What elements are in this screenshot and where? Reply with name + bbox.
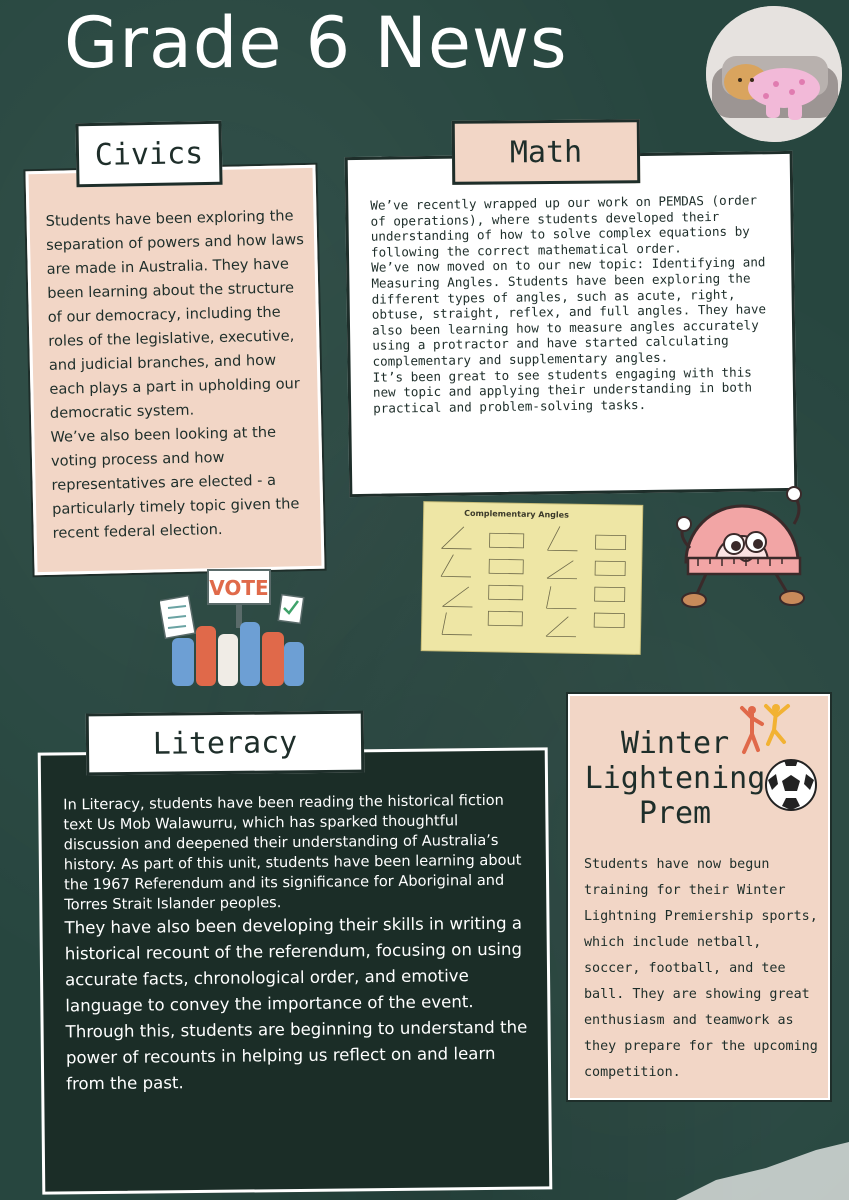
soccer-ball-icon [764, 758, 818, 812]
civics-heading: Civics [75, 121, 222, 188]
civics-paragraph: Students have been exploring the separation of powers and how laws are made in Australia. They have been learning about the structure of our democracy, including the roles of the legislative, executive, and judicial branches, and how each plays a part in upholding our democratic system. [45, 207, 305, 422]
winter-body: Students have now begun training for their Winter Lightning Premiership sports, which include netball, soccer, football, and tee ball. They are showing great enthusiasm and teamwork as they prepare for the upcoming competition. [584, 857, 818, 1080]
worksheet-photo [422, 502, 643, 654]
literacy-paragraph: They have also been developing their skills in writing a historical recount of the referendum, focusing on using accurate facts, chronological order, and emotive language to convey the importance of the event. Through this, students are beginning to understand the power of recounts in helping us reflect on and learn from the past. [64, 913, 528, 1094]
civics-body [45, 204, 315, 546]
math-heading: Math [452, 119, 641, 185]
math-paragraph: We’ve recently wrapped up our work on PEMDAS (order of operations), where students developed their understanding of how to solve complex equations by following the correct mathematical order. [370, 192, 758, 260]
math-card [345, 151, 798, 497]
page-title: Grade 6 News [64, 2, 568, 84]
literacy-card [38, 747, 553, 1194]
literacy-paragraph: In Literacy, students have been reading the historical fiction text Us Mob Walawurru, which has sparked thoughtful discussion and deepened their understanding of Australia’s history. As part of this unit, students have been learning about the 1967 Referendum and its significance for Aboriginal and Torres Strait Islander peoples. [63, 791, 522, 914]
vote-hands-illustration [160, 566, 310, 690]
protractor-character-icon [676, 484, 812, 614]
winter-heading-line: Lightening [584, 761, 766, 796]
winter-heading-line: Prem [638, 796, 712, 831]
civics-card [25, 165, 324, 575]
winter-card [568, 694, 830, 1100]
dog-photo [706, 6, 842, 142]
literacy-heading: Literacy [86, 711, 365, 776]
worksheet-title: Complementary Angles [464, 508, 569, 520]
vote-sign-text: VOTE [209, 576, 269, 600]
winter-heading-line: Winter [620, 726, 730, 761]
chalk-smudge [676, 1138, 849, 1200]
math-paragraph: We’ve now moved on to our new topic: Identifying and Measuring Angles. Students have been exploring the different types of angles, such as acute, right, obtuse, straight, reflex, and full angles. They have also been learning how to measure angles accurately using a protractor and have started calculating complementary and supplementary angles. [371, 254, 767, 369]
civics-paragraph: We’ve also been looking at the voting process and how representatives are elected - a particularly timely topic given the recent federal election. [50, 423, 300, 542]
athletes-icon [738, 700, 794, 766]
math-paragraph: It’s been great to see students engaging with this new topic and applying their understanding in both practical and problem-solving tasks. [372, 364, 753, 416]
literacy-body [63, 791, 532, 1098]
math-body [370, 192, 777, 416]
